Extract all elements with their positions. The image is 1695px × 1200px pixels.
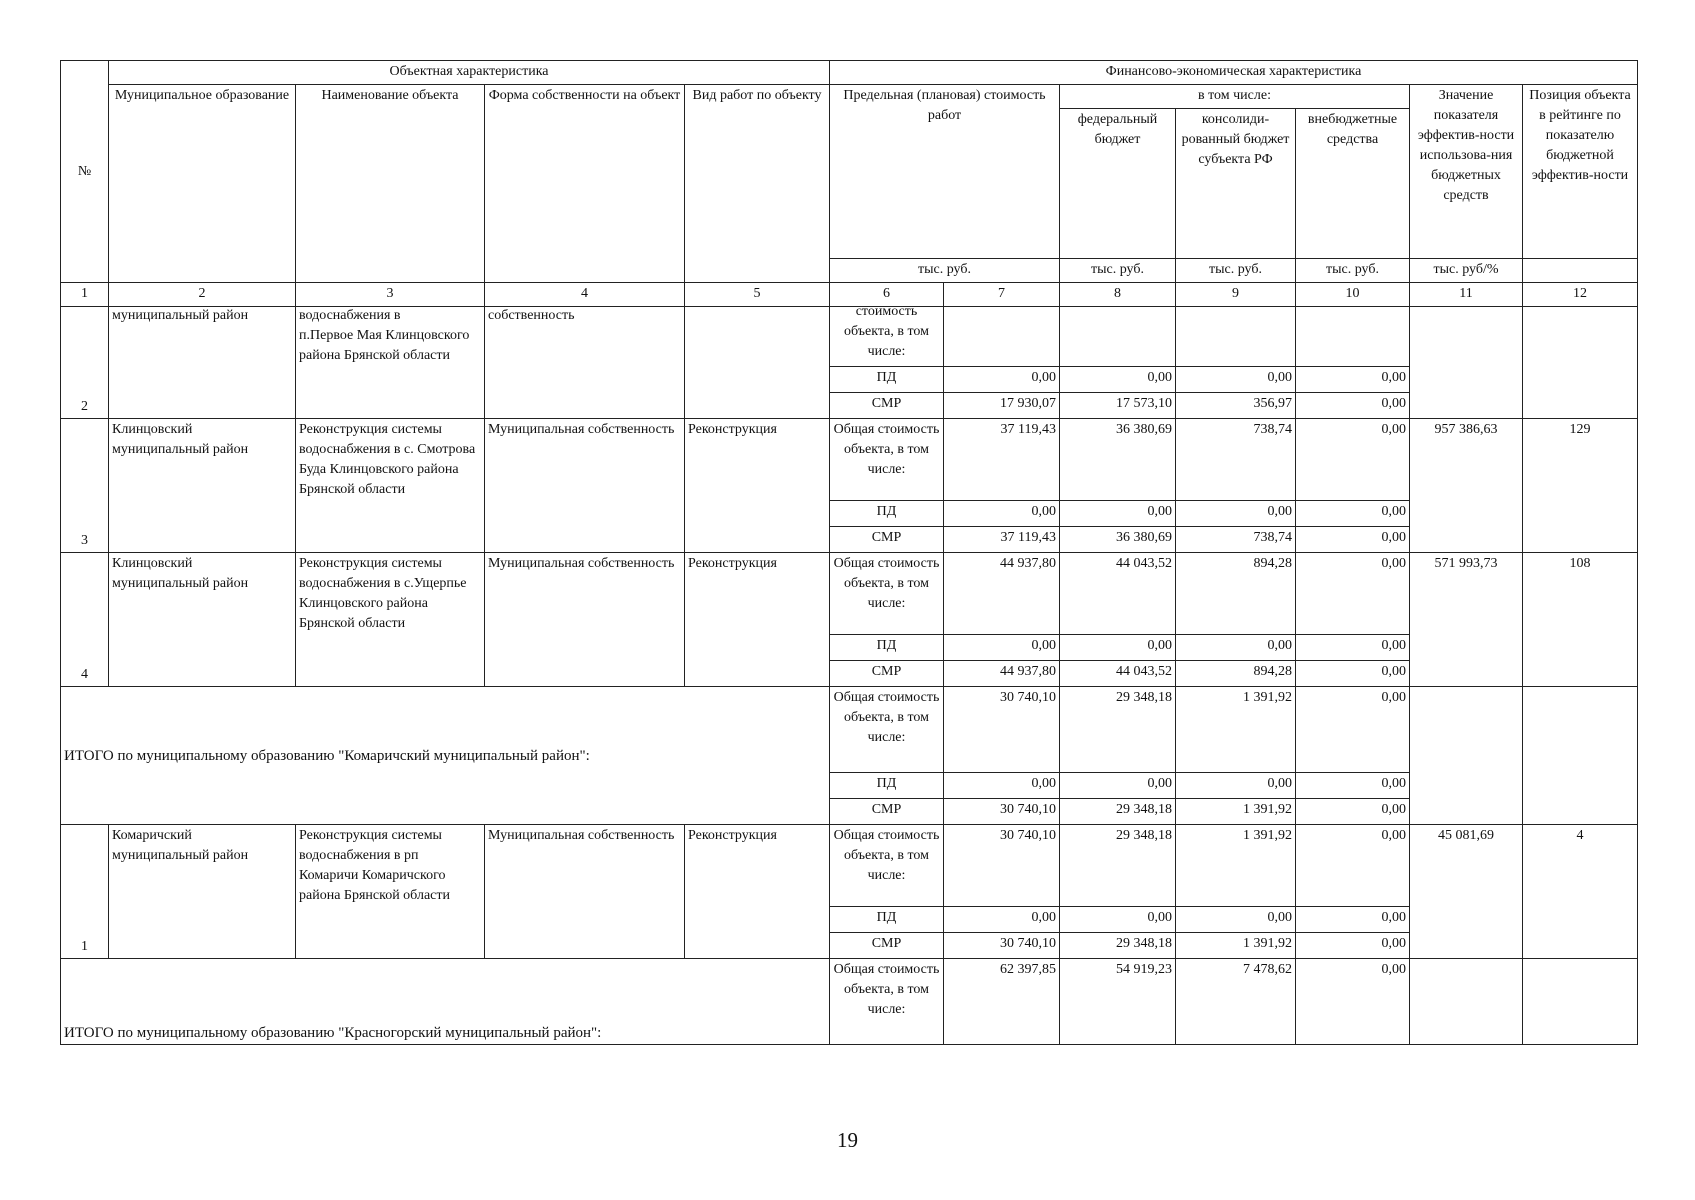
ownership-cell (485, 307, 685, 419)
unit-consolidated: тыс. руб. (1176, 259, 1296, 283)
total-cost: 30 740,10 (944, 825, 1060, 907)
cost-label-cell: Общая стоимость объекта, в том числе: (830, 419, 944, 501)
rating-cell: 4 (1523, 825, 1638, 959)
municipality-cell: Клинцовский муниципальный район (109, 419, 296, 553)
ownership-header: Форма собственности на объект (485, 85, 685, 283)
total-cost: 44 937,80 (944, 553, 1060, 635)
cost-label-cell: Общая стоимость объекта, в том числе: (830, 553, 944, 635)
ownership-cell: Муниципальная собственность (485, 419, 685, 553)
work-cell: Реконструкция (685, 825, 830, 959)
pd-cost: 0,00 (944, 635, 1060, 661)
ownership-cut-text: собственность (488, 308, 575, 323)
smr-consolidated: 894,28 (1176, 661, 1296, 687)
pd-federal: 0,00 (1060, 773, 1176, 799)
col-num: 9 (1176, 283, 1296, 307)
cost-cut-text: стоимость (855, 308, 918, 319)
col-num: 6 (830, 283, 944, 307)
pd-consolidated: 0,00 (1176, 907, 1296, 933)
total-cost: 62 397,85 (944, 959, 1060, 1045)
unit-extrabudget: тыс. руб. (1296, 259, 1410, 283)
efficiency-cell: 957 386,63 (1410, 419, 1523, 553)
subtotal-label: ИТОГО по муниципальному образованию "Красногорский муниципальный район": (61, 959, 830, 1045)
federal-header: федеральный бюджет (1060, 109, 1176, 259)
cost-label-cell: Общая стоимость объекта, в том числе: (830, 825, 944, 907)
pd-consolidated: 0,00 (1176, 635, 1296, 661)
unit-rating-empty (1523, 259, 1638, 283)
object-cell: Реконструкция системы водоснабжения в рп Комаричи Комаричского района Брянской области (296, 825, 485, 959)
total-consolidated: 894,28 (1176, 553, 1296, 635)
smr-label: СМР (830, 661, 944, 687)
col-num: 7 (944, 283, 1060, 307)
col-num: 11 (1410, 283, 1523, 307)
cost-label-cell: Общая стоимость объекта, в том числе: (830, 687, 944, 773)
table-row (61, 825, 1638, 907)
smr-cost: 30 740,10 (944, 799, 1060, 825)
pd-cost: 0,00 (944, 907, 1060, 933)
total-consolidated: 738,74 (1176, 419, 1296, 501)
smr-label: СМР (830, 527, 944, 553)
pd-federal: 0,00 (1060, 907, 1176, 933)
efficiency-cell (1410, 959, 1523, 1045)
col-num: 3 (296, 283, 485, 307)
smr-label: СМР (830, 799, 944, 825)
cost-label-cell: Общая стоимость объекта, в том числе: (830, 959, 944, 1045)
col-num: 4 (485, 283, 685, 307)
pd-federal: 0,00 (1060, 635, 1176, 661)
object-group-header: Объектная характеристика (109, 61, 830, 85)
unit-cost: тыс. руб. (830, 259, 1060, 283)
smr-extrabudget: 0,00 (1296, 661, 1410, 687)
rating-cell (1523, 687, 1638, 825)
smr-federal: 29 348,18 (1060, 933, 1176, 959)
pd-extrabudget: 0,00 (1296, 501, 1410, 527)
total-federal: 29 348,18 (1060, 825, 1176, 907)
financing-table (60, 60, 1638, 1045)
pd-consolidated: 0,00 (1176, 773, 1296, 799)
table-row (61, 553, 1638, 635)
efficiency-header: Значение показателя эффектив-ности использова-ния бюджетных средств (1410, 85, 1523, 259)
pd-federal: 0,00 (1060, 367, 1176, 393)
total-extrabudget: 0,00 (1296, 687, 1410, 773)
smr-consolidated: 356,97 (1176, 393, 1296, 419)
work-cell (685, 307, 830, 419)
pd-consolidated: 0,00 (1176, 367, 1296, 393)
smr-cost: 37 119,43 (944, 527, 1060, 553)
rating-cell: 129 (1523, 419, 1638, 553)
pd-cost: 0,00 (944, 367, 1060, 393)
efficiency-cell (1410, 307, 1523, 419)
header-row (61, 85, 1638, 109)
smr-consolidated: 1 391,92 (1176, 933, 1296, 959)
pd-cost: 0,00 (944, 773, 1060, 799)
unit-efficiency: тыс. руб/% (1410, 259, 1523, 283)
municipality-header: Муниципальное образование (109, 85, 296, 283)
including-header: в том числе: (1060, 85, 1410, 109)
row-number: 2 (61, 307, 109, 419)
consolidated-header: консолиди-рованный бюджет субъекта РФ (1176, 109, 1296, 259)
efficiency-cell (1410, 687, 1523, 825)
total-consolidated: 1 391,92 (1176, 825, 1296, 907)
smr-extrabudget: 0,00 (1296, 393, 1410, 419)
total-federal: 54 919,23 (1060, 959, 1176, 1045)
municipality-cell (109, 307, 296, 419)
extrabudget-header: внебюджетные средства (1296, 109, 1410, 259)
pd-label: ПД (830, 367, 944, 393)
pd-federal: 0,00 (1060, 501, 1176, 527)
smr-label: СМР (830, 933, 944, 959)
pd-consolidated: 0,00 (1176, 501, 1296, 527)
total-federal: 44 043,52 (1060, 553, 1176, 635)
cost-rest-text: объекта, в том числе: (844, 324, 929, 359)
col-num: 10 (1296, 283, 1410, 307)
rating-header: Позиция объекта в рейтинге по показателю бюджетной эффектив-ности (1523, 85, 1638, 259)
smr-extrabudget: 0,00 (1296, 527, 1410, 553)
ownership-cell: Муниципальная собственность (485, 553, 685, 687)
object-cell (296, 307, 485, 419)
pd-extrabudget: 0,00 (1296, 367, 1410, 393)
smr-federal: 44 043,52 (1060, 661, 1176, 687)
pd-cost: 0,00 (944, 501, 1060, 527)
work-cell: Реконструкция (685, 419, 830, 553)
table-row (61, 307, 1638, 367)
total-federal: 29 348,18 (1060, 687, 1176, 773)
rating-cell: 108 (1523, 553, 1638, 687)
smr-federal: 17 573,10 (1060, 393, 1176, 419)
total-consolidated: 1 391,92 (1176, 687, 1296, 773)
column-numbers-row (61, 283, 1638, 307)
work-cell: Реконструкция (685, 553, 830, 687)
pd-label: ПД (830, 501, 944, 527)
object-name-header: Наименование объекта (296, 85, 485, 283)
smr-extrabudget: 0,00 (1296, 799, 1410, 825)
total-extrabudget: 0,00 (1296, 825, 1410, 907)
efficiency-cell: 571 993,73 (1410, 553, 1523, 687)
unit-federal: тыс. руб. (1060, 259, 1176, 283)
finance-group-header: Финансово-экономическая характеристика (830, 61, 1638, 85)
total-extrabudget: 0,00 (1296, 553, 1410, 635)
rating-cell (1523, 959, 1638, 1045)
ownership-cell: Муниципальная собственность (485, 825, 685, 959)
row-number: 3 (61, 419, 109, 553)
table-row (61, 419, 1638, 501)
total-cost: 37 119,43 (944, 419, 1060, 501)
smr-federal: 29 348,18 (1060, 799, 1176, 825)
col-num: 12 (1523, 283, 1638, 307)
smr-cost: 44 937,80 (944, 661, 1060, 687)
page-number: 19 (837, 1128, 858, 1152)
row-number: 4 (61, 553, 109, 687)
municipality-cell: Клинцовский муниципальный район (109, 553, 296, 687)
subtotal-row (61, 687, 1638, 773)
total-cost (944, 307, 1060, 367)
cost-label-cell (830, 307, 944, 367)
pd-extrabudget: 0,00 (1296, 907, 1410, 933)
object-rest-text: п.Первое Мая Клинцовского района Брянской области (299, 328, 470, 363)
pd-label: ПД (830, 907, 944, 933)
total-federal: 36 380,69 (1060, 419, 1176, 501)
col-num: 2 (109, 283, 296, 307)
subtotal-row (61, 959, 1638, 1045)
total-extrabudget: 0,00 (1296, 959, 1410, 1045)
object-cell: Реконструкция системы водоснабжения в с. Смотрова Буда Клинцовского района Брянской области (296, 419, 485, 553)
smr-cost: 30 740,10 (944, 933, 1060, 959)
municipality-cut-text: муниципальный район (112, 308, 249, 323)
municipality-cell: Комаричский муниципальный район (109, 825, 296, 959)
smr-label: СМР (830, 393, 944, 419)
total-extrabudget: 0,00 (1296, 419, 1410, 501)
row-number: 1 (61, 825, 109, 959)
col-no-header: № (61, 61, 109, 283)
col-num: 5 (685, 283, 830, 307)
total-cost: 30 740,10 (944, 687, 1060, 773)
col-num: 1 (61, 283, 109, 307)
total-federal (1060, 307, 1176, 367)
smr-cost: 17 930,07 (944, 393, 1060, 419)
work-type-header: Вид работ по объекту (685, 85, 830, 283)
smr-extrabudget: 0,00 (1296, 933, 1410, 959)
pd-label: ПД (830, 635, 944, 661)
object-cut-text: водоснабжения в (299, 308, 401, 323)
pd-extrabudget: 0,00 (1296, 773, 1410, 799)
total-consolidated: 7 478,62 (1176, 959, 1296, 1045)
smr-federal: 36 380,69 (1060, 527, 1176, 553)
subtotal-label: ИТОГО по муниципальному образованию "Комаричский муниципальный район": (61, 687, 830, 825)
smr-consolidated: 738,74 (1176, 527, 1296, 553)
pd-label: ПД (830, 773, 944, 799)
total-consolidated (1176, 307, 1296, 367)
pd-extrabudget: 0,00 (1296, 635, 1410, 661)
total-extrabudget (1296, 307, 1410, 367)
object-cell: Реконструкция системы водоснабжения в с.Ущерпье Клинцовского района Брянской области (296, 553, 485, 687)
rating-cell (1523, 307, 1638, 419)
header-group-row (61, 61, 1638, 85)
efficiency-cell: 45 081,69 (1410, 825, 1523, 959)
document-sheet (60, 60, 1638, 1045)
smr-consolidated: 1 391,92 (1176, 799, 1296, 825)
cost-limit-header: Предельная (плановая) стоимость работ (830, 85, 1060, 259)
col-num: 8 (1060, 283, 1176, 307)
